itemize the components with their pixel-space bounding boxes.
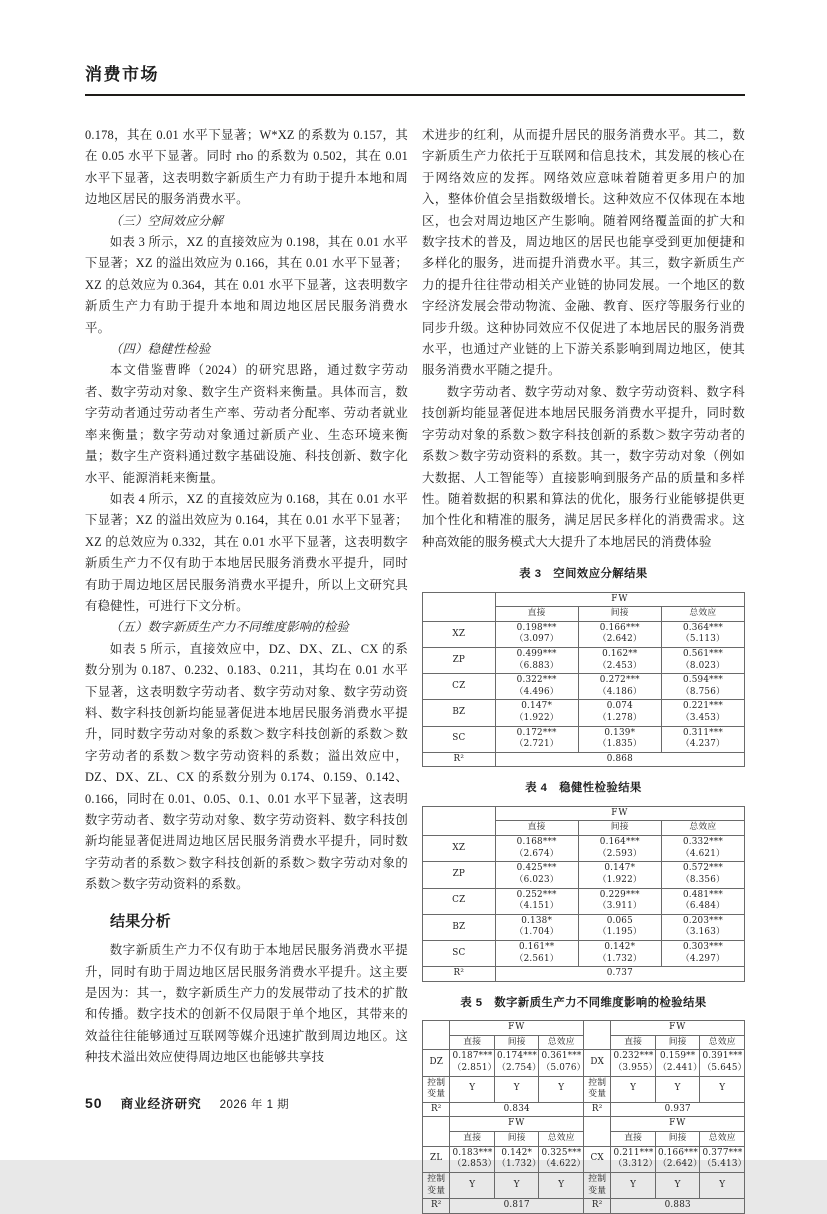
- col-header-indirect: 间接: [578, 607, 661, 622]
- col-header-direct: 直接: [611, 1035, 656, 1050]
- control-label: 控制变量: [583, 1076, 610, 1102]
- row-label: ZP: [423, 647, 496, 673]
- coef: 0.594***: [682, 675, 723, 686]
- group-header: FW: [495, 806, 744, 821]
- cell-indirect: [578, 647, 661, 673]
- col-header-direct: 直接: [495, 821, 578, 836]
- cell: Y: [494, 1076, 539, 1102]
- table-row: [423, 1076, 745, 1102]
- row-label: BZ: [423, 700, 496, 726]
- r2-value: 0.868: [495, 752, 744, 767]
- cell: Y: [655, 1076, 700, 1102]
- cell-total: [661, 700, 744, 726]
- coef: 0.074: [606, 701, 633, 712]
- t-stat: （1.704）: [514, 927, 559, 938]
- t-stat: （2.642）: [597, 634, 642, 645]
- cell-direct: [495, 888, 578, 914]
- cell-total: [661, 726, 744, 752]
- paragraph: 如表 3 所示，XZ 的直接效应为 0.198，其在 0.01 水平下显著；XZ 的溢出效应为 0.166，其在 0.01 水平下显著；XZ 的总效应为 0.364，其在 0.01 水平下显著，这表明数字新质生产力有助于提升本地和周边地区居民服务消费水平。: [85, 235, 408, 335]
- cell-total: [661, 674, 744, 700]
- coef: 0.198***: [516, 622, 557, 633]
- col-header-direct: 直接: [450, 1132, 495, 1147]
- control-label: 控制变量: [423, 1076, 450, 1102]
- row-label: CZ: [423, 888, 496, 914]
- t-stat: （6.484）: [680, 901, 726, 912]
- cell: Y: [655, 1172, 700, 1198]
- corner-cell: [423, 806, 496, 835]
- t-stat: （4.496）: [514, 686, 559, 697]
- coef: 0.139*: [604, 727, 636, 738]
- t-stat: （2.593）: [597, 848, 642, 859]
- subsection-heading: （四）稳健性检验: [109, 342, 211, 357]
- coef: 0.168***: [516, 837, 557, 848]
- coef: 0.203***: [682, 915, 723, 926]
- t-stat: （5.113）: [680, 634, 726, 645]
- table-row: [423, 1021, 745, 1036]
- r2-value: 0.817: [450, 1199, 584, 1214]
- row-label: SC: [423, 940, 496, 966]
- coef: 0.166***: [599, 622, 640, 633]
- row-label: XZ: [423, 836, 496, 862]
- table-row: [423, 940, 745, 966]
- r2-value: 0.834: [450, 1102, 584, 1117]
- row-label: BZ: [423, 914, 496, 940]
- table5-block: [422, 993, 745, 1214]
- paragraph: 术进步的红利，从而提升居民的服务消费水平。其二，数字新质生产力依托于互联网和信息技术，其发展的核心在于网络效应的发挥。网络效应意味着随着更多用户的加入，整体价值会呈指数级增长。这种效应不仅体现在本地区，也会对周边地区产生影响。随着网络覆盖面的扩大和数字技术的普及，周边地区的居民也能享受到更加便捷和多样化的服务，进而提升消费水平。其三，数字新质生产力的提升往往带动相关产业链的协同发展。一个地区的数字经济发展会带动物流、金融、教育、医疗等服务行业的同步升级。这种协同效应不仅促进了本地居民的服务消费水平，也通过产业链的上下游关系影响到周边地区，使其服务消费水平随之提升。: [422, 128, 745, 378]
- col-header-total: 总效应: [661, 607, 744, 622]
- cell: 0.361*** （5.076）: [539, 1050, 584, 1076]
- table-row: [423, 726, 745, 752]
- cell-indirect: [578, 888, 661, 914]
- table-row: [423, 674, 745, 700]
- coef: 0.425***: [516, 863, 557, 874]
- table3-header: [423, 592, 745, 621]
- cell: Y: [700, 1172, 745, 1198]
- table4-caption: 表 4 稳健性检验结果: [525, 782, 642, 795]
- row-label: DX: [583, 1050, 610, 1076]
- coef: 0.065: [606, 915, 633, 926]
- t-stat: （6.883）: [514, 660, 559, 671]
- cell-indirect: [578, 700, 661, 726]
- t-stat: （2.674）: [514, 848, 559, 859]
- group-header: FW: [611, 1117, 745, 1132]
- cell: 0.159** （2.441）: [655, 1050, 700, 1076]
- t-stat: （4.237）: [680, 739, 726, 750]
- col-header-total: 总效应: [539, 1035, 584, 1050]
- table-row: [423, 1102, 745, 1117]
- cell: Y: [700, 1076, 745, 1102]
- col-header-indirect: 间接: [494, 1132, 539, 1147]
- coef: 0.481***: [682, 889, 723, 900]
- t-stat: （6.023）: [514, 874, 559, 885]
- cell-total: [661, 836, 744, 862]
- r2-label: R²: [583, 1199, 610, 1214]
- cell: 0.142* （1.732）: [494, 1146, 539, 1172]
- cell: Y: [611, 1076, 656, 1102]
- table4-body: [423, 836, 745, 967]
- coef: 0.311***: [682, 727, 723, 738]
- table5-caption: 表 5 数字新质生产力不同维度影响的检验结果: [460, 996, 707, 1009]
- cell: 0.232*** （3.955）: [611, 1050, 656, 1076]
- cell: Y: [494, 1172, 539, 1198]
- journal-name: 商业经济研究: [120, 1097, 202, 1111]
- r2-value: 0.883: [611, 1199, 745, 1214]
- table-row: [423, 700, 745, 726]
- t-stat: （1.278）: [597, 713, 642, 724]
- col-header-total: 总效应: [700, 1132, 745, 1147]
- t-stat: （8.356）: [680, 874, 726, 885]
- corner-cell: [423, 1021, 450, 1050]
- cell-total: [661, 914, 744, 940]
- col-header-indirect: 间接: [578, 821, 661, 836]
- coef: 0.322***: [516, 675, 557, 686]
- coef: 0.164***: [599, 837, 640, 848]
- table-row: [423, 1117, 745, 1132]
- col-header-indirect: 间接: [655, 1035, 700, 1050]
- t-stat: （2.561）: [514, 953, 559, 964]
- paragraph: 数字劳动者、数字劳动对象、数字劳动资料、数字科技创新均能显著促进本地居民服务消费水平提升，同时数字劳动对象的系数＞数字科技创新的系数＞数字劳动者的系数＞数字劳动资料的系数。其一，数字劳动对象（例如大数据、人工智能等）直接影响到服务产品的质量和多样性。随着数据的积累和算法的优化，服务行业能够提供更加个性化和精准的服务，满足居民多样化的消费需求。这种高效能的服务模式大大提升了本地居民的消费体验: [422, 384, 745, 549]
- t-stat: （1.835）: [597, 739, 642, 750]
- group-header: FW: [450, 1021, 584, 1036]
- cell-direct: [495, 836, 578, 862]
- t-stat: （4.186）: [597, 686, 642, 697]
- cell-direct: [495, 726, 578, 752]
- coef: 0.272***: [599, 675, 640, 686]
- coef: 0.229***: [599, 889, 640, 900]
- cell-indirect: [578, 836, 661, 862]
- table4-block: [422, 778, 745, 981]
- coef: 0.142*: [604, 941, 636, 952]
- r2-label: R²: [423, 1199, 450, 1214]
- group-header: FW: [495, 592, 744, 607]
- r2-value: 0.937: [611, 1102, 745, 1117]
- cell: 0.183*** （2.853）: [450, 1146, 495, 1172]
- cell-total: [661, 888, 744, 914]
- table-row: [423, 1172, 745, 1198]
- col-header-total: 总效应: [539, 1132, 584, 1147]
- cell: Y: [611, 1172, 656, 1198]
- coef: 0.332***: [682, 837, 723, 848]
- cell: 0.166*** （2.642）: [655, 1146, 700, 1172]
- table3-body: [423, 621, 745, 752]
- right-column: [422, 125, 745, 1214]
- group-header: FW: [611, 1021, 745, 1036]
- cell-direct: [495, 621, 578, 647]
- page-number: 50: [85, 1095, 103, 1111]
- table4-footer: [423, 967, 745, 982]
- issue-info: 2026 年 1 期: [219, 1099, 290, 1111]
- t-stat: （1.732）: [597, 953, 642, 964]
- cell: 0.174*** （2.754）: [494, 1050, 539, 1076]
- col-header-direct: 直接: [495, 607, 578, 622]
- cell-total: [661, 862, 744, 888]
- coef: 0.303***: [682, 941, 723, 952]
- table4: [422, 806, 745, 982]
- group-header: FW: [450, 1117, 584, 1132]
- cell: Y: [539, 1076, 584, 1102]
- cell-direct: [495, 674, 578, 700]
- paragraph: 本文借鉴曹晔（2024）的研究思路，通过数字劳动者、数字劳动对象、数字生产资料来衡量。具体而言，数字劳动者通过劳动者生产率、劳动者分配率、劳动者就业率来衡量；数字劳动对象通过新质产业、生态环境来衡量；数字生产资料通过数字基础设施、科技创新、数字化水平、能源消耗来衡量。: [85, 363, 408, 485]
- corner-cell: [423, 592, 496, 621]
- cell: 0.377*** （5.413）: [700, 1146, 745, 1172]
- table-row: [423, 621, 745, 647]
- cell-indirect: [578, 674, 661, 700]
- col-header-direct: 直接: [450, 1035, 495, 1050]
- coef: 0.499***: [516, 648, 557, 659]
- table3-block: [422, 564, 745, 767]
- coef: 0.561***: [682, 648, 723, 659]
- cell: 0.325*** （4.622）: [539, 1146, 584, 1172]
- cell: Y: [450, 1076, 495, 1102]
- cell: 0.211*** （3.312）: [611, 1146, 656, 1172]
- cell: 0.187*** （2.851）: [450, 1050, 495, 1076]
- cell: 0.391*** （5.645）: [700, 1050, 745, 1076]
- col-header-direct: 直接: [611, 1132, 656, 1147]
- coef: 0.147*: [521, 701, 553, 712]
- table-row: [423, 914, 745, 940]
- row-label: DZ: [423, 1050, 450, 1076]
- t-stat: （3.097）: [514, 634, 559, 645]
- table-row: [423, 888, 745, 914]
- coef: 0.138*: [521, 915, 553, 926]
- page-content: [85, 60, 745, 1214]
- r2-value: 0.737: [495, 967, 744, 982]
- cell: Y: [539, 1172, 584, 1198]
- cell-direct: [495, 914, 578, 940]
- coef: 0.364***: [682, 622, 723, 633]
- cell-indirect: [578, 726, 661, 752]
- section-banner: 消费市场: [85, 60, 745, 96]
- cell-indirect: [578, 862, 661, 888]
- two-column-layout: [85, 125, 745, 1214]
- table-row: [423, 1146, 745, 1172]
- cell: Y: [450, 1172, 495, 1198]
- table-row: [423, 836, 745, 862]
- corner-cell: [423, 1117, 450, 1146]
- table5: [422, 1020, 745, 1214]
- paragraph: 如表 5 所示，直接效应中，DZ、DX、ZL、CX 的系数分别为 0.187、0.232、0.183、0.211，其均在 0.01 水平下显著，这表明数字劳动者、数字劳动对象、数字劳动资料、数字科技创新均能显著促进本地居民服务消费水平提升，同时数字劳动对象的系数＞数字科技创新的系数＞数字劳动者的系数＞数字劳动资料的系数；溢出效应中，DZ、DX、ZL、CX 的系数分别为 0.174、0.159、0.142、0.166，同时在 0.01、0.05、0.1、0.01 水平下显著，这表明数字劳动者、数字劳动对象、数字劳动资料、数字科技创新均能显著促进周边地区居民服务消费水平提升，同时数字劳动者的系数＞数字科技创新的系数＞数字劳动对象的系数＞数字劳动资料的系数。: [85, 641, 408, 892]
- row-label: CX: [583, 1146, 610, 1172]
- table3-footer: [423, 752, 745, 767]
- coef: 0.172***: [516, 727, 557, 738]
- coef: 0.252***: [516, 889, 557, 900]
- t-stat: （2.721）: [514, 739, 559, 750]
- table3: [422, 592, 745, 768]
- paragraph: 如表 4 所示，XZ 的直接效应为 0.168，其在 0.01 水平下显著；XZ 的溢出效应为 0.164，其在 0.01 水平下显著；XZ 的总效应为 0.332，其在 0.01 水平下显著，这表明数字新质生产力不仅有助于本地居民服务消费水平提升，同时有助于周边地区居民服务消费水平提升，所以上文研究具有稳健性，可进行下文分析。: [85, 491, 408, 613]
- coef: 0.572***: [682, 863, 723, 874]
- col-header-indirect: 间接: [655, 1132, 700, 1147]
- t-stat: （4.151）: [514, 901, 559, 912]
- t-stat: （2.453）: [597, 660, 642, 671]
- table-row: [423, 862, 745, 888]
- t-stat: （4.621）: [680, 848, 726, 859]
- coef: 0.161**: [518, 941, 555, 952]
- cell-direct: [495, 647, 578, 673]
- t-stat: （8.756）: [680, 686, 726, 697]
- t-stat: （3.163）: [680, 927, 726, 938]
- r2-label: R²: [423, 967, 496, 982]
- col-header-total: 总效应: [661, 821, 744, 836]
- cell-indirect: [578, 914, 661, 940]
- cell-total: [661, 647, 744, 673]
- t-stat: （8.023）: [680, 660, 726, 671]
- paragraph: 0.178，其在 0.01 水平下显著；W*XZ 的系数为 0.157，其在 0.05 水平下显著。同时 rho 的系数为 0.502，其在 0.01 水平下显著，这表明数字新质生产力有助于提升本地和周边地区居民的服务消费水平。: [85, 128, 408, 207]
- section-title: 结果分析: [110, 912, 171, 930]
- t-stat: （1.922）: [597, 874, 642, 885]
- cell-indirect: [578, 621, 661, 647]
- cell-total: [661, 940, 744, 966]
- control-label: 控制变量: [583, 1172, 610, 1198]
- t-stat: （3.911）: [597, 901, 642, 912]
- coef: 0.147*: [604, 863, 636, 874]
- control-label: 控制变量: [423, 1172, 450, 1198]
- r2-label: R²: [423, 752, 496, 767]
- coef: 0.221***: [682, 701, 723, 712]
- coef: 0.162**: [602, 648, 638, 659]
- row-label: CZ: [423, 674, 496, 700]
- cell-direct: [495, 700, 578, 726]
- r2-label: R²: [423, 1102, 450, 1117]
- table3-caption: 表 3 空间效应分解结果: [519, 568, 648, 581]
- t-stat: （1.922）: [514, 713, 559, 724]
- row-label: ZP: [423, 862, 496, 888]
- col-header-total: 总效应: [700, 1035, 745, 1050]
- paragraph: 数字新质生产力不仅有助于本地居民服务消费水平提升，同时有助于周边地区居民服务消费水平提升。这主要是因为：其一，数字新质生产力的发展带动了技术的扩散和传播。数字技术的创新不仅局限于单个地区，其带来的效益往往能够通过互联网等媒介迅速扩散到周边地区。这种技术溢出效应使得周边地区也能够共享技: [85, 943, 408, 1065]
- table-row: [423, 1050, 745, 1076]
- row-label: SC: [423, 726, 496, 752]
- table-row: [423, 1199, 745, 1214]
- row-label: ZL: [423, 1146, 450, 1172]
- corner-cell: [583, 1117, 610, 1146]
- t-stat: （1.195）: [597, 927, 642, 938]
- col-header-indirect: 间接: [494, 1035, 539, 1050]
- cell-indirect: [578, 940, 661, 966]
- subsection-heading: （五）数字新质生产力不同维度影响的检验: [109, 620, 350, 635]
- subsection-heading: （三）空间效应分解: [109, 213, 224, 228]
- cell-direct: [495, 862, 578, 888]
- left-column: [85, 125, 408, 1214]
- row-label: XZ: [423, 621, 496, 647]
- r2-label: R²: [583, 1102, 610, 1117]
- page-footer: [85, 1094, 289, 1112]
- cell-direct: [495, 940, 578, 966]
- t-stat: （3.453）: [680, 713, 726, 724]
- table-row: [423, 647, 745, 673]
- t-stat: （4.297）: [680, 953, 726, 964]
- corner-cell: [583, 1021, 610, 1050]
- cell-total: [661, 621, 744, 647]
- table4-header: [423, 806, 745, 835]
